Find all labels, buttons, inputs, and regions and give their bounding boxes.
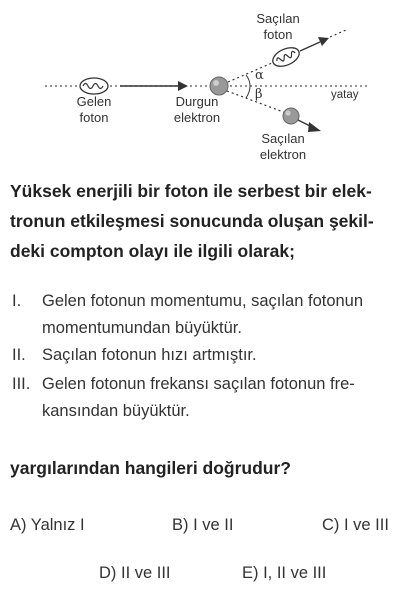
statement-number: I. [12, 292, 22, 310]
scattered-electron-label-1: Saçılan [261, 131, 305, 146]
incoming-label-2: foton [79, 110, 109, 125]
scattered-electron-label-2: elektron [259, 147, 307, 162]
alpha-label: α [255, 68, 264, 83]
statement-number: II. [12, 346, 26, 364]
beta-label: β [255, 87, 263, 102]
alpha-angle-arc [246, 75, 250, 86]
axis-label: yatay [331, 89, 359, 101]
compton-diagram [0, 0, 413, 170]
scattered-photon-arrow [300, 42, 320, 51]
question-prompt: yargılarından hangileri doğrudur? [10, 458, 291, 478]
question-line: tronun etkileşmesi sonucunda oluşan şekil- [10, 211, 374, 231]
scattered-electron-arrowhead [308, 122, 321, 132]
scattered-photon-label-1: Saçılan [256, 11, 300, 26]
option-e[interactable]: E) I, II ve III [242, 564, 327, 582]
option-b[interactable]: B) I ve II [172, 516, 234, 534]
statement-number: III. [12, 375, 31, 393]
beta-angle-arc [246, 86, 250, 98]
question-line: deki compton olayı ile ilgili olarak; [10, 241, 295, 261]
question-stem [10, 176, 405, 266]
incoming-arrowhead [178, 81, 188, 91]
scattered-electron-highlight [285, 110, 290, 115]
statement-text: kansından büyüktür. [42, 402, 190, 420]
scattered-photon-label-2: foton [263, 27, 293, 42]
incoming-label-1: Gelen [76, 94, 112, 109]
electron-sphere [210, 77, 228, 95]
incoming-photon-icon [80, 78, 108, 94]
statement-text: Gelen fotonun momentumu, saçılan fotonun [42, 292, 364, 310]
statement-text: Saçılan fotonun hızı artmıştır. [42, 346, 257, 364]
option-a[interactable]: A) Yalnız I [10, 516, 85, 534]
question-line: Yüksek enerjili bir foton ile serbest bir elek- [10, 181, 372, 201]
electron-label-2: elektron [173, 110, 221, 125]
scattered-photon-tail [330, 30, 346, 37]
scattered-photon-icon [270, 44, 302, 70]
scattered-photon-path [228, 63, 272, 82]
scattered-electron-sphere [283, 108, 299, 124]
statement-text: Gelen fotonun frekansı saçılan fotonun fre- [42, 375, 355, 393]
option-d[interactable]: D) II ve III [99, 564, 171, 582]
electron-highlight [213, 80, 219, 86]
option-c[interactable]: C) I ve III [322, 516, 389, 534]
electron-label-1: Durgun [175, 94, 219, 109]
statement-text: momentumundan büyüktür. [42, 319, 242, 337]
